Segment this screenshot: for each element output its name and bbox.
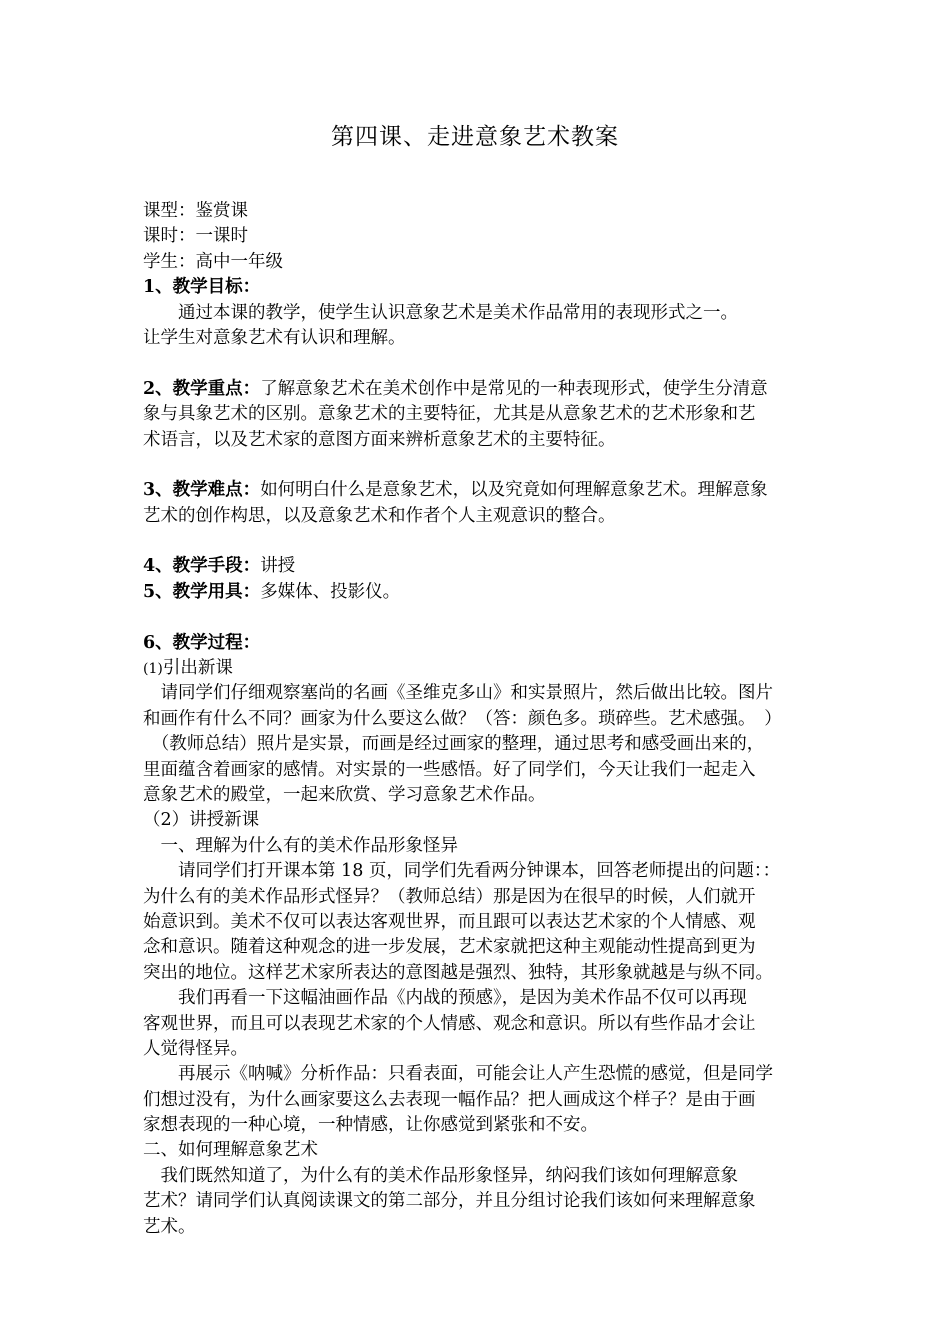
section-5-text: 多媒体、投影仪。 (260, 581, 401, 602)
spacer (143, 453, 815, 478)
section-6-heading: 6、教学过程： (143, 632, 261, 653)
paragraph-line: 请同学们打开课本第 18 页，同学们先看两分钟课本，回答老师提出的问题：： (143, 861, 781, 882)
section-3-text: 如何明白什么是意象艺术，以及究竟如何理解意象艺术。理解意象 (260, 480, 768, 501)
paragraph-line: 意象艺术的殿堂，一起来欣赏、学习意象艺术作品。 (143, 784, 546, 805)
paragraph-line: 我们再看一下这幅油画作品《内战的预感》，是因为美术作品不仅可以再现 (143, 988, 747, 1009)
section-2-line: 象与具象艺术的区别。意象艺术的主要特征，尤其是从意象艺术的艺术形象和艺 (143, 404, 756, 425)
section-4-heading: 4、教学手段： (143, 556, 261, 577)
section-4-text: 讲授 (260, 556, 296, 577)
document-title: 第四课、走进意象艺术教案 (331, 124, 619, 150)
paragraph-line: 里面蕴含着画家的感情。对实景的一些感悟。好了同学们，今天让我们一起走入 (143, 759, 756, 780)
subsection-1-heading: 一、理解为什么有的美术作品形象怪异 (143, 835, 458, 856)
paragraph-line: 念和意识。随着这种观念的进一步发展，艺术家就把这种主观能动性提高到更为 (143, 937, 756, 958)
section-2-heading: 2、教学重点： (143, 378, 261, 399)
section-4-line (143, 554, 815, 579)
paragraph-line: 客观世界，而且可以表现艺术家的个人情感、观念和意识。所以有些作品才会让 (143, 1013, 756, 1034)
section-5-line (143, 580, 815, 605)
lesson-type: 课型：鉴赏课 (143, 201, 248, 221)
paragraph-line: 人觉得怪异。 (143, 1038, 248, 1059)
paragraph-line: 们想过没有，为什么画家要这么去表现一幅作品？把人画成这个样子？是由于画 (143, 1089, 756, 1110)
lesson-hours: 课时：一课时 (143, 226, 248, 247)
section-2-text: 了解意象艺术在美术创作中是常见的一种表现形式，使学生分清意 (260, 378, 768, 399)
step-2-heading: （2）讲授新课 (143, 810, 260, 831)
paragraph-line: 再展示《呐喊》分析作品：只看表面，可能会让人产生恐慌的感觉，但是同学 (143, 1064, 773, 1085)
step-1-title: 引出新课 (162, 658, 233, 679)
section-1-heading: 1、教学目标： (143, 277, 261, 298)
step-1-heading (143, 656, 815, 681)
subsection-2-heading: 二、如何理解意象艺术 (143, 1140, 318, 1161)
section-3-heading: 3、教学难点： (143, 480, 261, 501)
paragraph-line: 艺术？请同学们认真阅读课文的第二部分，并且分组讨论我们该如何来理解意象 (143, 1191, 756, 1212)
section-1-line: 通过本课的教学，使学生认识意象艺术是美术作品常用的表现形式之一。 (143, 302, 738, 323)
paragraph-line: 艺术。 (143, 1216, 196, 1237)
section-2-line (143, 377, 815, 402)
paragraph-line: 为什么有的美术作品形式怪异？（教师总结）那是因为在很早的时候，人们就开 (143, 886, 756, 907)
section-2-line: 术语言，以及艺术家的意图方面来辨析意象艺术的主要特征。 (143, 429, 616, 450)
section-5-heading: 5、教学用具： (143, 581, 261, 602)
paragraph-line: 请同学们仔细观察塞尚的名画《圣维克多山》和实景照片，然后做出比较。图片 (143, 683, 773, 704)
document-body (143, 199, 815, 1240)
spacer (143, 351, 815, 376)
paragraph-line: 始意识到。美术不仅可以表达客观世界，而且跟可以表达艺术家的个人情感、观 (143, 911, 756, 932)
section-1-line: 让学生对意象艺术有认识和理解。 (143, 327, 406, 348)
lesson-students: 学生：高中一年级 (143, 251, 283, 272)
section-3-line (143, 478, 815, 503)
paragraph-line: 突出的地位。这样艺术家所表达的意图越是强烈、独特，其形象就越是与纵不同。 (143, 962, 773, 983)
paragraph-line: 我们既然知道了，为什么有的美术作品形象怪异，纳闷我们该如何理解意象 (143, 1165, 738, 1186)
step-1-number: (1) (143, 661, 163, 678)
paragraph-line: 和画作有什么不同？画家为什么要这么做？（答：颜色多。琐碎些。艺术感强。 ） (143, 708, 782, 729)
paragraph-line: （教师总结）照片是实景，而画是经过画家的整理，通过思考和感受画出来的， (143, 734, 765, 755)
paragraph-line: 家想表现的一种心境，一种情感，让你感觉到紧张和不安。 (143, 1115, 598, 1136)
spacer (143, 529, 815, 554)
spacer (143, 605, 815, 630)
section-3-line: 艺术的创作构思，以及意象艺术和作者个人主观意识的整合。 (143, 505, 616, 526)
